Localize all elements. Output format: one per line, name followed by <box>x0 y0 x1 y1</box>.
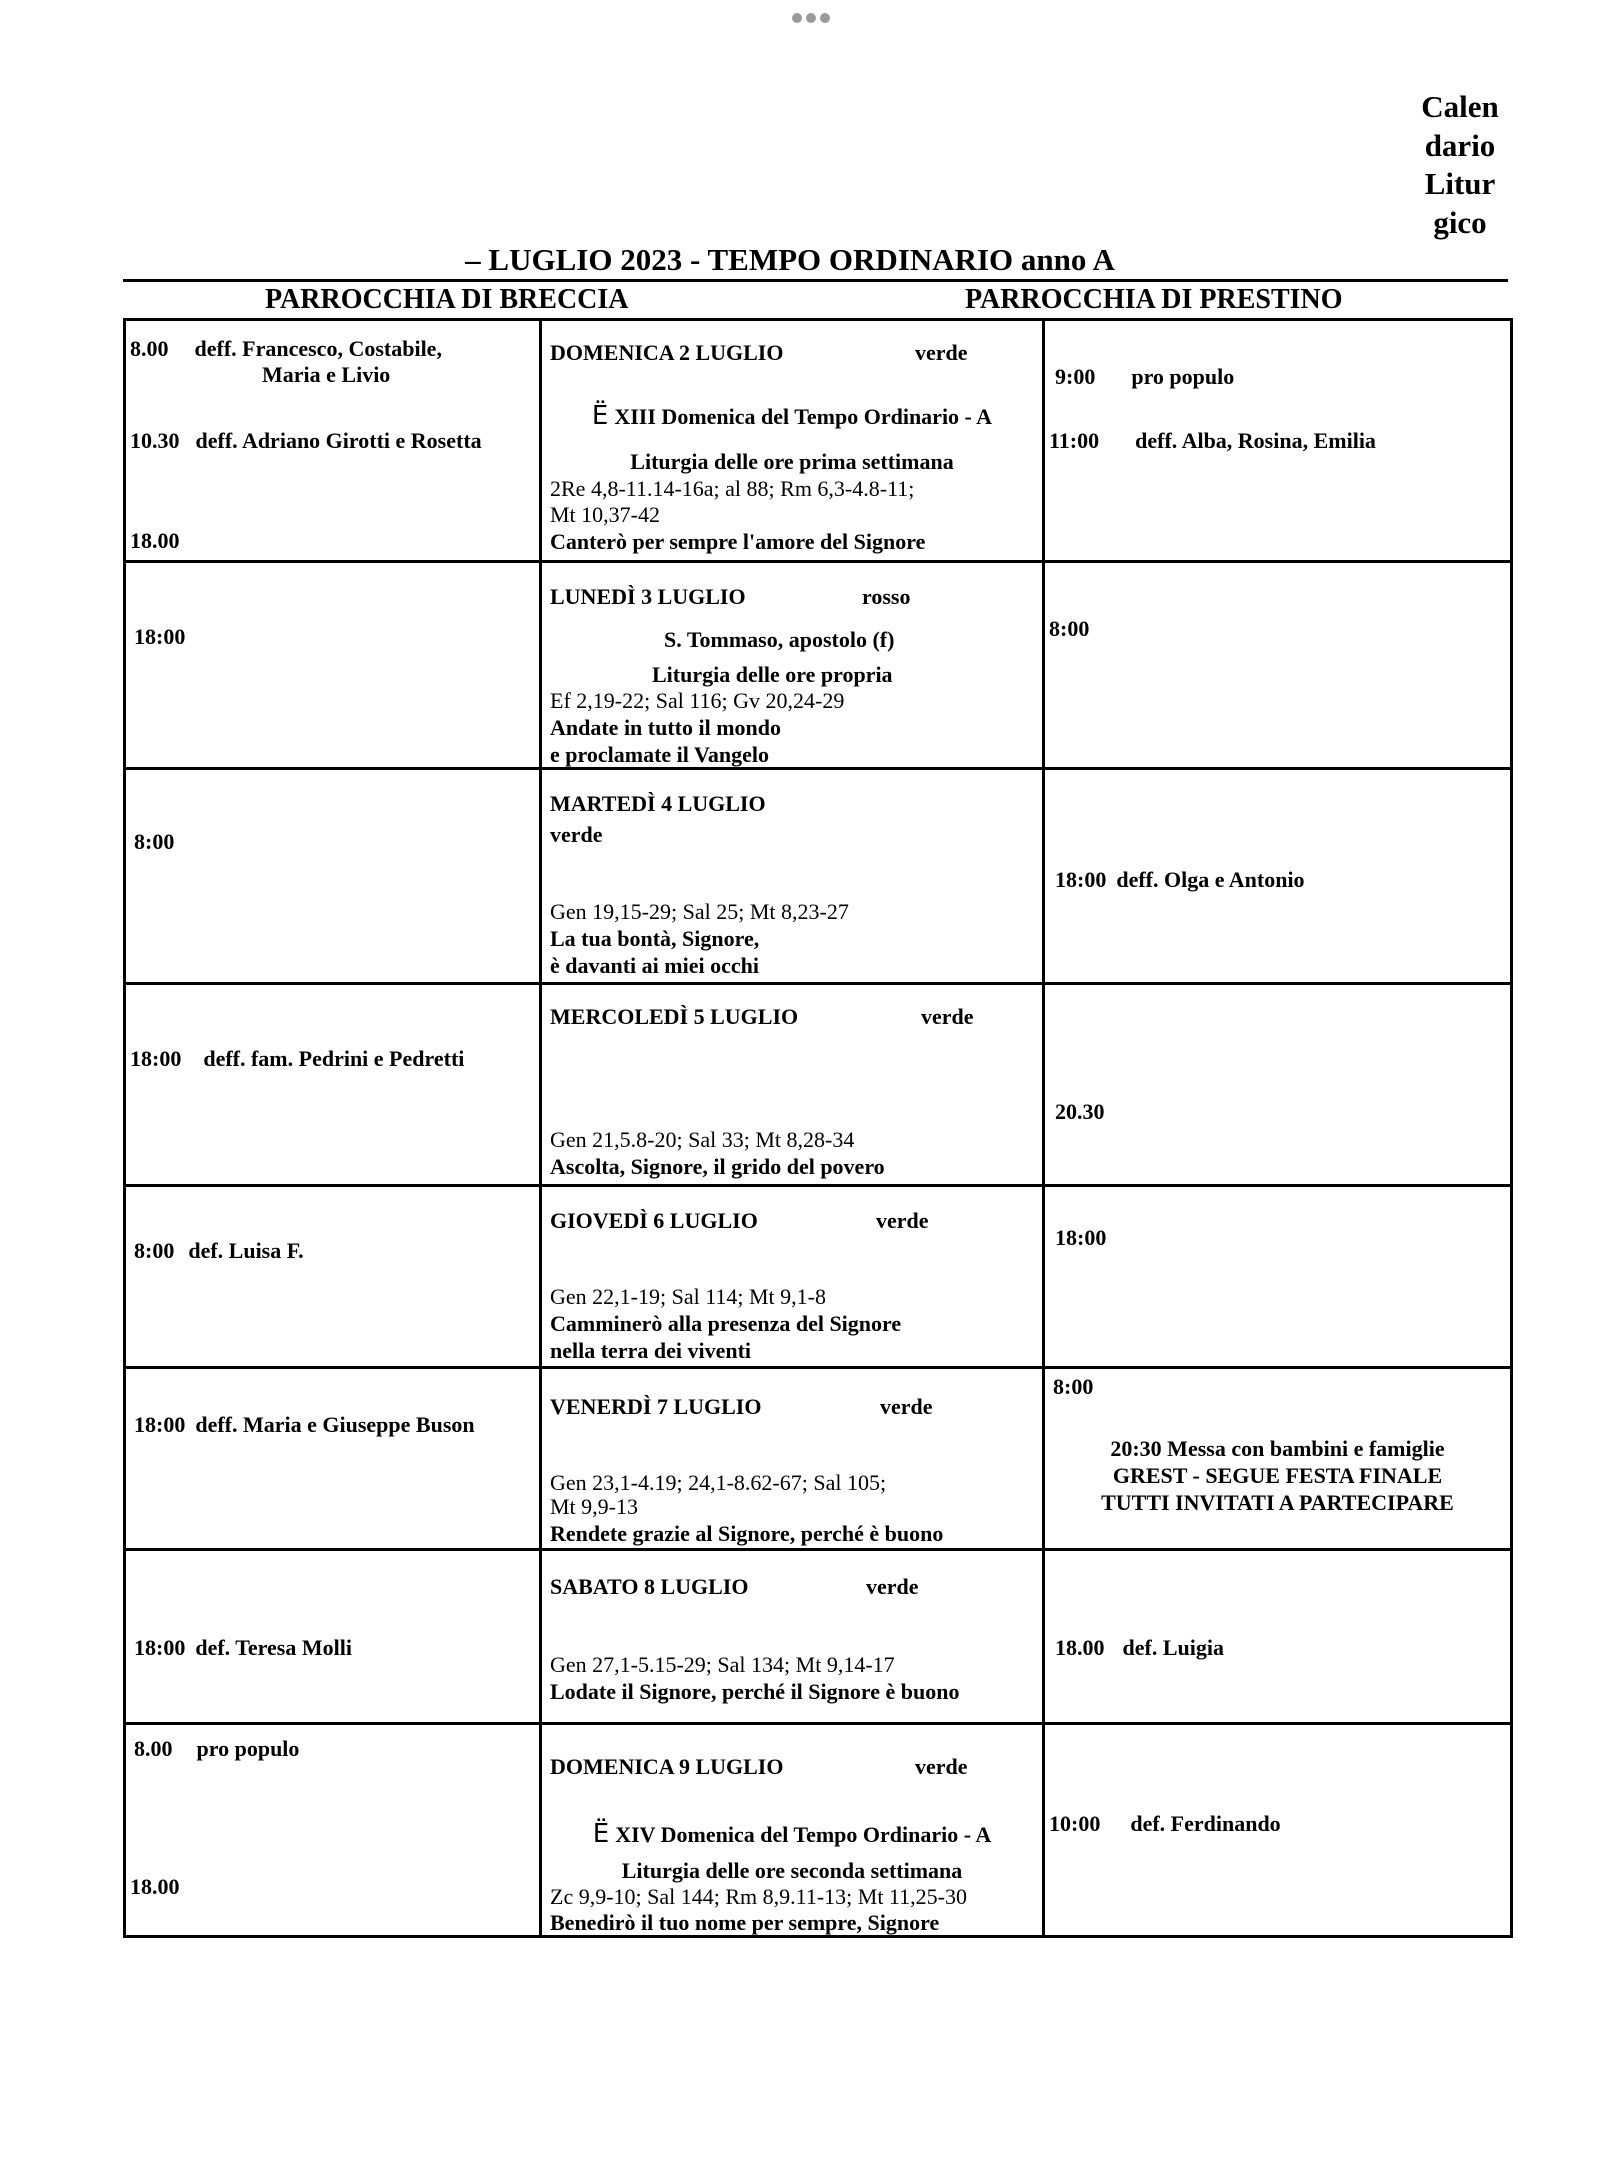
breccia-cell <box>125 320 541 562</box>
day-label: MERCOLEDÌ 5 LUGLIO <box>550 1004 799 1029</box>
readings: Gen 22,1-19; Sal 114; Mt 9,1-8 <box>550 1284 826 1309</box>
prestino-cell <box>1044 1550 1512 1724</box>
mass-intention: deff. Alba, Rosina, Emilia <box>1135 428 1376 453</box>
liturgy-cell <box>541 1368 1044 1550</box>
mass-time: 18:00 <box>1055 867 1107 892</box>
mass-time: 18:00 <box>134 624 186 649</box>
day-label: DOMENICA 9 LUGLIO <box>550 1754 784 1779</box>
breccia-cell <box>125 769 541 984</box>
mass-intention: def. Ferdinando <box>1130 1811 1281 1836</box>
prestino-cell <box>1044 562 1512 769</box>
psalm-response: Camminerò alla presenza del Signore <box>550 1311 902 1336</box>
mass-time: 18.00 <box>130 528 180 553</box>
breccia-cell <box>125 1724 541 1937</box>
mass-time: 8.00 <box>134 1736 173 1761</box>
mass-entry <box>130 427 482 454</box>
mass-time: 20.30 <box>1055 1099 1105 1124</box>
mass-intention: def. Luigia <box>1122 1635 1224 1660</box>
event-notice: 20:30 Messa con bambini e famiglie <box>1110 1436 1445 1461</box>
liturgical-color: verde <box>921 1004 974 1029</box>
mass-entry <box>130 1045 464 1072</box>
prestino-cell <box>1044 1724 1512 1937</box>
readings: Ef 2,19-22; Sal 116; Gv 20,24-29 <box>550 688 845 713</box>
mass-entry <box>1049 1810 1281 1837</box>
prestino-cell <box>1044 320 1512 562</box>
mass-entry <box>134 1735 299 1762</box>
mass-time: 8.00 <box>130 336 169 361</box>
readings: Zc 9,9-10; Sal 144; Rm 8,9.11-13; Mt 11,25-30 <box>550 1884 967 1909</box>
liturgy-cell <box>541 1186 1044 1368</box>
title-divider <box>123 279 1508 282</box>
psalm-response: Ascolta, Signore, il grido del povero <box>550 1154 885 1179</box>
liturgy-hours: Liturgia delle ore prima settimana <box>630 449 954 474</box>
feast-name: S. Tommaso, apostolo (f) <box>664 627 895 652</box>
psalm-response: è davanti ai miei occhi <box>550 953 759 978</box>
breccia-cell <box>125 984 541 1186</box>
liturgy-hours: Liturgia delle ore seconda settimana <box>621 1858 963 1883</box>
liturgical-color: verde <box>915 340 968 365</box>
breccia-cell <box>125 1186 541 1368</box>
mass-time: 9:00 <box>1055 364 1096 389</box>
mass-intention: def. Teresa Molli <box>195 1635 352 1660</box>
table-row <box>125 1724 1512 1937</box>
mass-intention: def. Luisa F. <box>188 1238 304 1263</box>
prestino-cell <box>1044 1186 1512 1368</box>
mass-time: 18:00 <box>130 1046 182 1071</box>
mass-intention: pro populo <box>1131 364 1235 389</box>
mass-intention: deff. fam. Pedrini e Pedretti <box>203 1046 465 1071</box>
day-label: DOMENICA 2 LUGLIO <box>550 340 784 365</box>
liturgical-color: verde <box>880 1394 933 1419</box>
liturgy-cell <box>541 1550 1044 1724</box>
readings: 2Re 4,8-11.14-16a; al 88; Rm 6,3-4.8-11; <box>550 476 915 501</box>
feast-name: XIII Domenica del Tempo Ordinario - A <box>614 404 993 429</box>
table-row <box>125 320 1512 562</box>
parish-header-breccia: PARROCCHIA DI BRECCIA <box>265 284 629 315</box>
day-label: LUNEDÌ 3 LUGLIO <box>550 584 746 609</box>
feast-title <box>542 1821 1042 1848</box>
table-row <box>125 984 1512 1186</box>
mass-entry <box>1055 363 1234 390</box>
mass-entry <box>1055 1634 1224 1661</box>
day-label: MARTEDÌ 4 LUGLIO <box>550 791 766 816</box>
mass-intention: deff. Maria e Giuseppe Buson <box>195 1412 475 1437</box>
liturgy-cell <box>541 562 1044 769</box>
liturgy-cell <box>541 320 1044 562</box>
table-row <box>125 769 1512 984</box>
mass-intention: deff. Adriano Girotti e Rosetta <box>195 428 482 453</box>
readings: Gen 21,5.8-20; Sal 33; Mt 8,28-34 <box>550 1127 855 1152</box>
breccia-cell <box>125 1550 541 1724</box>
table-row <box>125 1186 1512 1368</box>
side-title-line: gico <box>1433 204 1487 240</box>
mass-time: 8:00 <box>134 829 175 854</box>
psalm-response: Rendete grazie al Signore, perché è buono <box>550 1521 944 1546</box>
side-title-line: Litur <box>1424 166 1496 201</box>
mass-time: 10.30 <box>130 428 180 453</box>
mass-entry <box>1049 427 1376 454</box>
dot-icon <box>792 13 802 23</box>
event-notice: TUTTI INVITATI A PARTECIPARE <box>1101 1490 1454 1515</box>
mass-time: 18.00 <box>1055 1635 1105 1660</box>
prestino-cell <box>1044 1368 1512 1550</box>
mass-time: 18.00 <box>130 1874 180 1899</box>
mass-entry <box>134 1411 475 1438</box>
readings: Gen 23,1-4.19; 24,1-8.62-67; Sal 105; <box>550 1470 887 1495</box>
psalm-response: nella terra dei viventi <box>550 1338 752 1363</box>
mass-entry <box>134 1634 352 1661</box>
liturgical-color: verde <box>876 1208 929 1233</box>
mass-entry <box>130 335 442 362</box>
day-label: SABATO 8 LUGLIO <box>550 1574 749 1599</box>
side-title <box>1410 88 1510 242</box>
liturgy-hours: Liturgia delle ore propria <box>652 662 893 687</box>
psalm-response: Canterò per sempre l'amore del Signore <box>550 529 926 554</box>
liturgy-cell <box>541 1724 1044 1937</box>
dot-icon <box>820 13 830 23</box>
page-options-handle[interactable] <box>792 13 830 23</box>
calendar-table <box>123 318 1513 1938</box>
mass-intention: pro populo <box>196 1736 300 1761</box>
psalm-response: Andate in tutto il mondo <box>550 715 782 740</box>
liturgy-cell <box>541 984 1044 1186</box>
mass-time: 8:00 <box>134 1238 175 1263</box>
mass-time: 18:00 <box>1055 1225 1107 1250</box>
readings: Gen 27,1-5.15-29; Sal 134; Mt 9,14-17 <box>550 1652 895 1677</box>
page-title <box>0 242 1620 278</box>
psalm-response: Benedirò il tuo nome per sempre, Signore <box>550 1910 940 1935</box>
readings: Gen 19,15-29; Sal 25; Mt 8,23-27 <box>550 899 849 924</box>
mass-entry <box>1055 866 1305 893</box>
feast-name: XIV Domenica del Tempo Ordinario - A <box>615 1822 992 1847</box>
table-row <box>125 1550 1512 1724</box>
mass-time: 10:00 <box>1049 1811 1101 1836</box>
psalm-response: Lodate il Signore, perché il Signore è buono <box>550 1679 960 1704</box>
page-title-text: – LUGLIO 2023 - TEMPO ORDINARIO anno A <box>465 242 1115 277</box>
mass-time: 18:00 <box>134 1412 186 1437</box>
liturgical-color: verde <box>550 822 603 847</box>
prestino-cell <box>1044 984 1512 1186</box>
readings: Mt 10,37-42 <box>550 502 660 527</box>
table-row <box>125 562 1512 769</box>
mass-intention: deff. Olga e Antonio <box>1116 867 1305 892</box>
side-title-line: dario <box>1424 127 1496 163</box>
mass-intention: Maria e Livio <box>262 362 391 387</box>
breccia-cell <box>125 1368 541 1550</box>
mass-time: 18:00 <box>134 1635 186 1660</box>
psalm-response: e proclamate il Vangelo <box>550 742 769 767</box>
event-notice: GREST - SEGUE FESTA FINALE <box>1112 1463 1443 1488</box>
readings: Mt 9,9-13 <box>550 1494 638 1519</box>
liturgical-color: verde <box>915 1754 968 1779</box>
breccia-cell <box>125 562 541 769</box>
mass-time: 8:00 <box>1049 616 1090 641</box>
dot-icon <box>806 13 816 23</box>
sunday-marker-icon: Ë <box>591 401 609 431</box>
prestino-cell <box>1044 769 1512 984</box>
day-label: VENERDÌ 7 LUGLIO <box>550 1394 762 1419</box>
table-row <box>125 1368 1512 1550</box>
day-label: GIOVEDÌ 6 LUGLIO <box>550 1208 758 1233</box>
sunday-marker-icon: Ë <box>592 1819 610 1849</box>
parish-header-prestino: PARROCCHIA DI PRESTINO <box>965 284 1343 315</box>
psalm-response: La tua bontà, Signore, <box>550 926 760 951</box>
side-title-line: Calen <box>1421 89 1499 124</box>
mass-time: 8:00 <box>1053 1374 1094 1399</box>
liturgy-cell <box>541 769 1044 984</box>
liturgical-color: rosso <box>862 584 911 609</box>
mass-intention: deff. Francesco, Costabile, <box>194 336 442 361</box>
mass-time: 11:00 <box>1049 428 1100 453</box>
liturgical-color: verde <box>866 1574 919 1599</box>
mass-entry <box>134 1237 304 1264</box>
feast-title <box>542 403 1042 430</box>
